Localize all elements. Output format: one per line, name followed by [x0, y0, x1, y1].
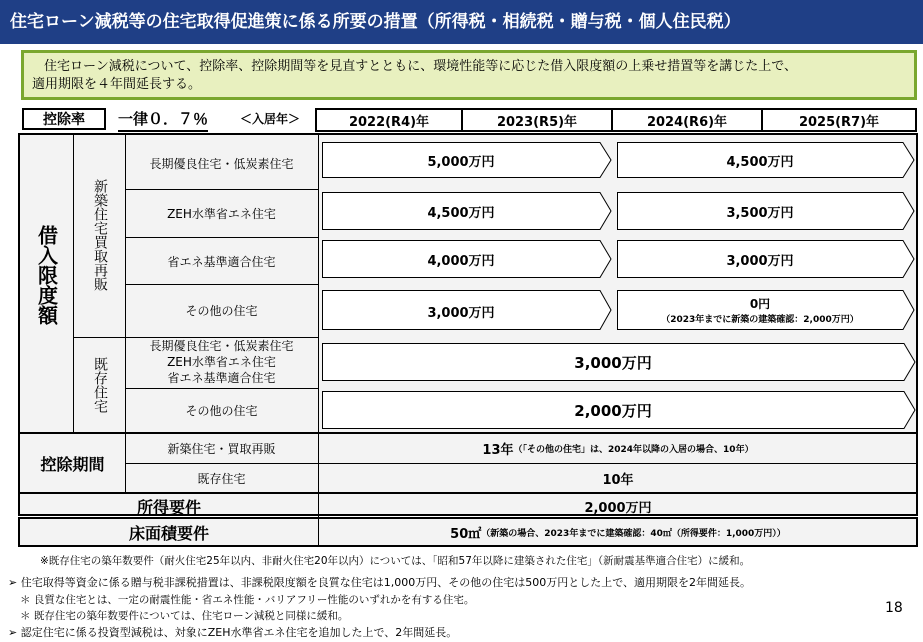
amount-other-2022-2023: 3,000万円 [427, 306, 495, 321]
amount-zeh-2024-2025: 3,500万円 [726, 206, 794, 221]
move-in-year-label: ＜入居年＞ [240, 112, 301, 126]
existing-housing-group-label: 既存住宅 [92, 357, 108, 413]
period-category-existing: 既存住宅 [197, 471, 246, 486]
category-long-life-low-carbon: 長期優良住宅・低炭素住宅 [149, 156, 294, 171]
income-requirement-value: 2,000万円 [584, 500, 652, 516]
bullet-age-requirement-note [20, 608, 348, 623]
bullet-text: 既存住宅の築年数要件については、住宅ローン減税と同様に緩和。 [33, 610, 349, 622]
bullet-good-housing-note [20, 592, 474, 607]
new-housing-group-label: 新築住宅買取再販 [92, 179, 108, 291]
amount-existing-other: 2,000万円 [574, 402, 652, 420]
footnote: ※既存住宅の築年数要件（耐火住宅25年以内、非耐火住宅20年以内）については、「昭和57年以降に建築された住宅」（新耐震基準適合住宅）に緩和。 [40, 555, 751, 567]
category-existing-high-performance [126, 338, 317, 388]
amount-other-2024-2025: 0円 [749, 297, 771, 311]
amount-zeh-2022-2023: 4,500万円 [427, 206, 495, 221]
deduction-period-label: 控除期間 [40, 454, 105, 474]
summary-line-2: 適用期限を４年間延長する。 [32, 77, 202, 92]
amount-long-life-2022-2023: 5,000万円 [427, 155, 495, 170]
summary-line-1: 住宅ローン減税について、控除率、控除期間等を見直すとともに、環境性能等に応じた借入限度額の上乗せ措置等を講じた上で、 [44, 59, 797, 74]
page-title: 住宅ローン減税等の住宅取得促進策に係る所要の措置（所得税・相続税・贈与税・個人住民税） [0, 0, 923, 44]
floor-area-value-note: （新築の場合、2023年までに建築確認：40㎡（所得要件：1,000万円）） [481, 528, 786, 539]
deduction-rate-value: 一律０．７％ [118, 108, 208, 132]
amount-long-life-2024-2025: 4,500万円 [726, 155, 794, 170]
amount-energy-2022-2023: 4,000万円 [427, 254, 495, 269]
bullet-text: 認定住宅に係る投資型減税は、対象にZEH水準省エネ住宅を追加した上で、2年間延長。 [20, 626, 458, 639]
category-other-new: その他の住宅 [185, 304, 258, 318]
borrowing-limit-label: 借入限度額 [34, 225, 59, 325]
bullet-marker: ➢ [8, 626, 18, 639]
bullet-text: 住宅取得等資金に係る贈与税非課税措置は、非課税限度額を良質な住宅は1,000万円、その他の住宅は500万円とした上で、適用期限を2年間延長。 [20, 576, 751, 589]
category-zeh: ZEH水準省エネ住宅 [167, 206, 276, 221]
period-category-new: 新築住宅・買取再販 [167, 442, 276, 456]
period-value-new-note: （「その他の住宅」は、2024年以降の入居の場合、10年） [513, 445, 754, 455]
bullet-text: 良質な住宅とは、一定の耐震性能・省エネ性能・バリアフリー性能のいずれかを有する住宅。 [33, 594, 475, 606]
period-value-new [319, 434, 917, 463]
bullet-marker: ＊ [20, 594, 31, 606]
summary-box [21, 50, 917, 100]
deduction-rate-label: 控除率 [22, 108, 106, 130]
bullet-marker: ＊ [20, 610, 31, 622]
year-header-2023: 2023(R5)年 [461, 108, 613, 132]
bullet-gift-tax [8, 574, 751, 590]
year-header-2022: 2022(R4)年 [315, 108, 463, 132]
amount-energy-2024-2025: 3,000万円 [726, 254, 794, 269]
year-header-2024: 2024(R6)年 [611, 108, 763, 132]
bullet-marker: ➢ [8, 576, 18, 589]
category-existing-1: 長期優良住宅・低炭素住宅 [149, 339, 294, 353]
floor-area-value-main: 50㎡ [450, 526, 482, 542]
amount-other-2024-2025-note: （2023年までに新築の建築確認：2,000万円） [661, 315, 859, 325]
category-energy-standard: 省エネ基準適合住宅 [167, 254, 276, 269]
period-value-existing: 10年 [602, 472, 634, 488]
amount-existing-high: 3,000万円 [574, 354, 652, 372]
bullet-investment-tax [8, 624, 457, 640]
period-value-new-main: 13年 [482, 443, 514, 458]
category-existing-2: ZEH水準省エネ住宅 [167, 355, 276, 369]
floor-area-label: 床面積要件 [128, 523, 209, 543]
page-number: 18 [885, 600, 903, 616]
income-requirement-label: 所得要件 [136, 497, 201, 517]
year-header-2025: 2025(R7)年 [761, 108, 917, 132]
category-other-existing: その他の住宅 [185, 403, 258, 418]
category-existing-3: 省エネ基準適合住宅 [167, 371, 276, 385]
floor-area-value [319, 519, 917, 545]
